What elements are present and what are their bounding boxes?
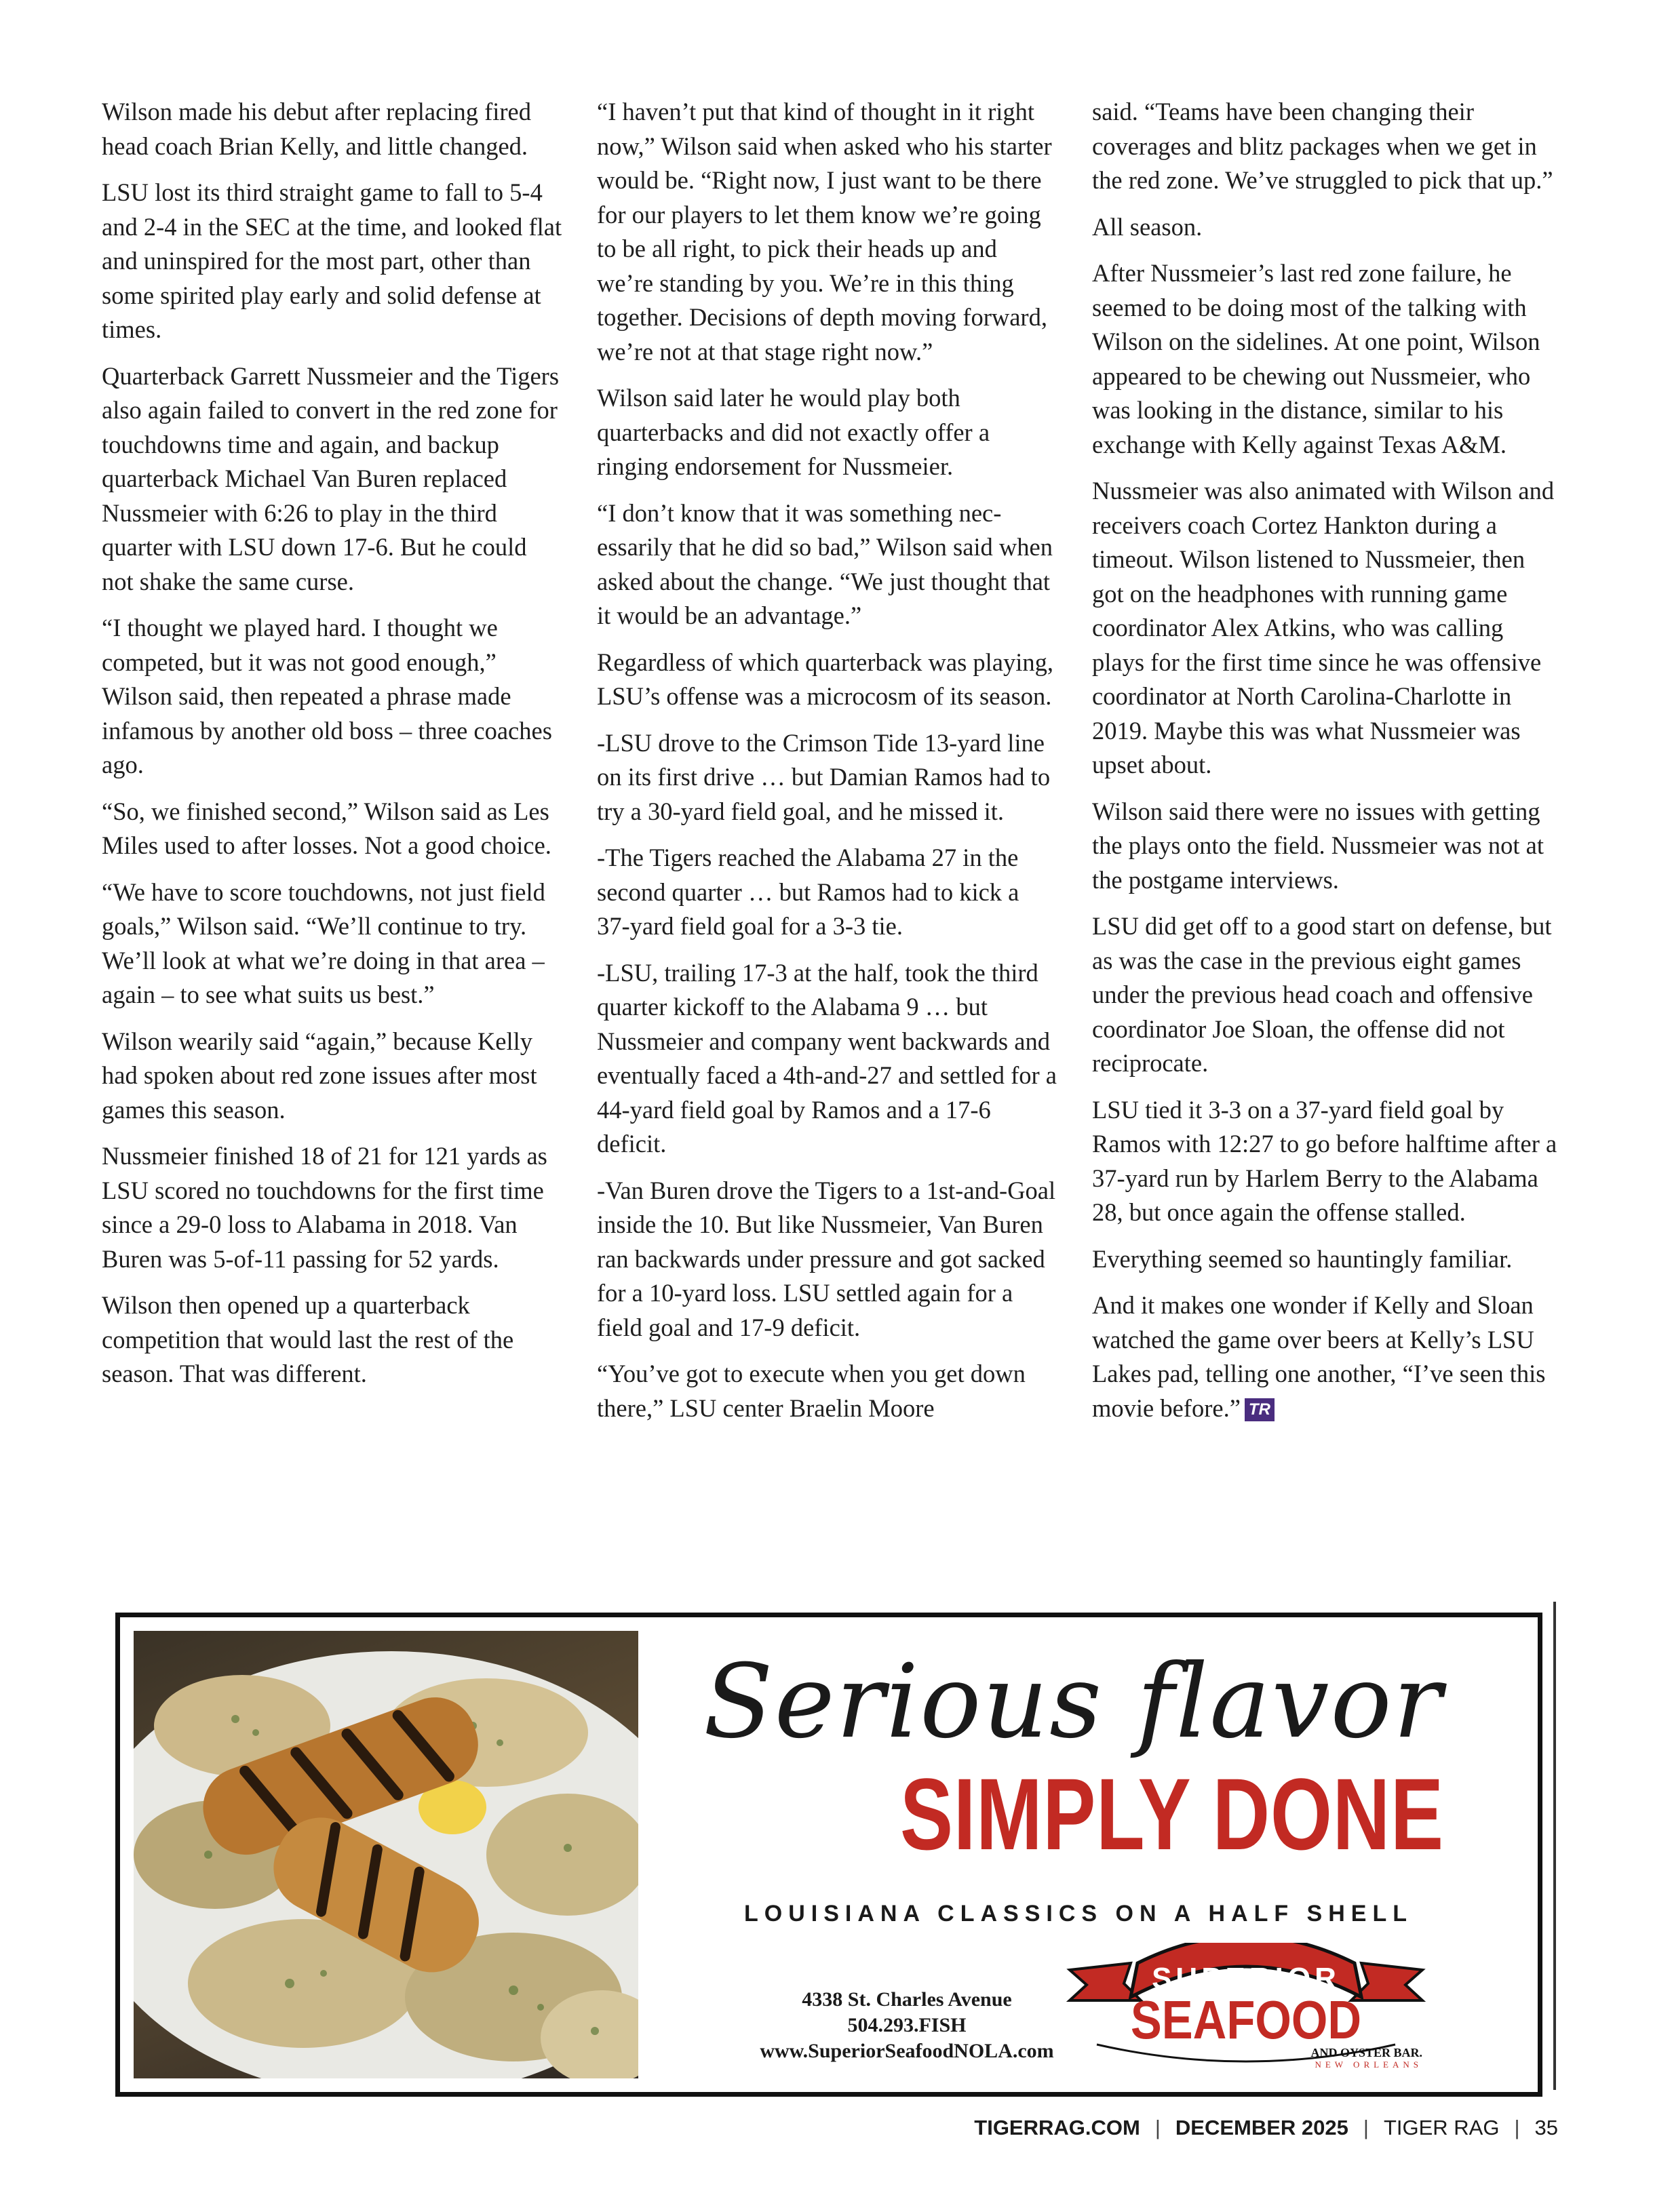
paragraph: “You’ve got to execute when you get down there,” LSU center Braelin Moore <box>597 1360 1026 1422</box>
page-footer <box>974 2116 1558 2140</box>
footer-separator: | <box>1363 2116 1369 2139</box>
end-mark-badge: TR <box>1245 1398 1275 1421</box>
article-column-1 <box>102 95 563 1404</box>
logo-top-text: SUPERIOR <box>1152 1962 1340 1995</box>
footer-site: TIGERRAG.COM <box>974 2116 1140 2139</box>
ad-website: www.SuperiorSeafoodNOLA.com <box>760 2040 1054 2062</box>
advertisement <box>115 1613 1542 2097</box>
paragraph: All season. <box>1092 212 1203 241</box>
ad-headline: SIMPLY DONE <box>900 1757 1444 1871</box>
footer-separator: | <box>1514 2116 1520 2139</box>
paragraph: Nussmeier finished 18 of 21 for 121 yards as LSU scored no touchdowns for the first time since a 29-0 loss to Alabama in 2018. Van Buren was 5-of-11 passing for 52 yards. <box>102 1142 547 1273</box>
grilled-oysters-photo <box>134 1631 638 2078</box>
logo-city-text: NEW ORLEANS <box>1315 2059 1422 2070</box>
paragraph: -Van Buren drove the Tigers to a 1st-and-Goal inside the 10. But like Nussmeier, Van Buren ran backwards under pressure and got sacked for a 10-yard loss. LSU settled again for a field goal and 17-9 deficit. <box>597 1176 1056 1341</box>
last-paragraph <box>1092 1288 1559 1425</box>
article-column-2 <box>597 95 1058 1438</box>
logo-sub-text: AND OYSTER BAR. <box>1310 2046 1422 2059</box>
article-column-3 <box>1092 95 1559 1438</box>
paragraph: Quarterback Garrett Nussmeier and the Tigers also again failed to convert in the red zone for touchdowns time and again, and backup quarterback Michael Van Buren replaced Nussmeier with 6:26 to play in the third quarter with LSU down 17-6. But he could not shake the same curse. <box>102 361 560 595</box>
paragraph: After Nussmeier’s last red zone failure, he seemed to be doing most of the talking with Wilson on the sidelines. At one point, Wilson appeared to be chewing out Nussmeier, who was looking in the distance, similar to his exchange with Kelly against Texas A&M. <box>1092 259 1540 458</box>
paragraph: -The Tigers reached the Alabama 27 in the second quarter … but Ramos had to kick a 37-yard field goal for a 3-3 tie. <box>597 844 1019 940</box>
paragraph: Nussmeier was also animated with Wilson and receivers coach Cortez Hankton during a timeout. Wilson listened to Nussmeier, then got on the headphones with running game coordinator Alex Atkins, who was calling plays for the first time since he was offensive coordinator at North Carolina-Charlotte in 2019. Maybe this was what Nussmeier was upset about. <box>1092 477 1555 778</box>
paragraph: LSU lost its third straight game to fall to 5-4 and 2-4 in the SEC at the time, and looked flat and uninspired for the most part, other than some spirited play early and solid defense at times. <box>102 178 562 343</box>
ad-script-heading: Serious flavor <box>703 1643 1443 1761</box>
logo-main-text: SEAFOOD <box>1130 1990 1362 2050</box>
paragraph: Regardless of which quarterback was playing, LSU’s offense was a microcosm of its season. <box>597 648 1054 710</box>
oysters-illustration <box>134 1631 638 2078</box>
paragraph: “I haven’t put that kind of thought in it right now,” Wilson said when asked who his starter would be. “Right now, I just want to be there for our players to let them know we’re going to be all right, to pick their heads up and we’re standing by you. We’re in this thing together. Decisions of depth moving forward, we’re not at that stage right now.” <box>597 98 1052 366</box>
paragraph: Wilson said there were no issues with getting the plays onto the field. Nussmeier was not at the postgame interviews. <box>1092 797 1544 894</box>
paragraph: “So, we finished second,” Wilson said as Les Miles used to after losses. Not a good choice. <box>102 797 551 859</box>
paragraph: Wilson made his debut after replacing fired head coach Brian Kelly, and little changed. <box>102 98 531 160</box>
paragraph: LSU tied it 3-3 on a 37-yard field goal by Ramos with 12:27 to go before halftime after a 37-yard run by Harlem Berry to the Alabama 28, but once again the offense stalled. <box>1092 1095 1557 1226</box>
page-number: 35 <box>1534 2116 1558 2139</box>
ad-tagline: LOUISIANA CLASSICS ON A HALF SHELL <box>744 1901 1413 1927</box>
paragraph: Wilson then opened up a quarterback competition that would last the rest of the season. That was different. <box>102 1291 514 1387</box>
ad-side-rule <box>1553 1602 1556 2090</box>
footer-issue: DECEMBER 2025 <box>1175 2116 1348 2139</box>
paragraph: -LSU drove to the Crimson Tide 13-yard line on its first drive … but Damian Ramos had to try a 30-yard field goal, and he missed it. <box>597 728 1051 825</box>
paragraph: “We have to score touchdowns, not just field goals,” Wilson said. “We’ll continue to try. We’ll look at what we’re doing in that area – again – to see what suits us best.” <box>102 877 545 1008</box>
paragraph: said. “Teams have been changing their coverages and blitz packages when we get in the red zone. We’ve struggled to pick that up.” <box>1092 98 1553 194</box>
footer-magazine: TIGER RAG <box>1383 2116 1500 2139</box>
paragraph: -LSU, trailing 17-3 at the half, took the third quarter kickoff to the Alabama 9 … but Nussmeier and company went backwards and eventually faced a 4th-and-27 and settled for a 44-yard field goal by Ramos and a 17-6 deficit. <box>597 958 1057 1158</box>
ad-phone: 504.293.FISH <box>847 2014 967 2036</box>
paragraph: LSU did get off to a good start on defense, but as was the case in the previous eight games under the previous head coach and offensive coordinator Joe Sloan, the offense did not reciprocate. <box>1092 912 1552 1077</box>
last-paragraph-text: And it makes one wonder if Kelly and Sloan watched the game over beers at Kelly’s LSU Lakes pad, telling one another, “I’ve seen this movie before.” <box>1092 1291 1546 1422</box>
paragraph: Wilson said later he would play both quarterbacks and did not exactly offer a ringing endorsement for Nussmeier. <box>597 384 990 480</box>
paragraph: Everything seemed so hauntingly familiar. <box>1092 1244 1513 1273</box>
footer-separator: | <box>1154 2116 1161 2139</box>
ad-address: 4338 St. Charles Avenue <box>802 1988 1012 2011</box>
paragraph: “I don’t know that it was something necessarily that he did so bad,” Wilson said when asked about the change. “We just thought that it would be an advantage.” <box>597 498 1053 629</box>
paragraph: “I thought we played hard. I thought we competed, but it was not good enough,” Wilson said, then repeated a phrase made infamous by another old boss – three coaches ago. <box>102 614 552 778</box>
superior-seafood-logo <box>1056 1943 1436 2075</box>
paragraph: Wilson wearily said “again,” because Kelly had spoken about red zone issues after most games this season. <box>102 1027 537 1124</box>
